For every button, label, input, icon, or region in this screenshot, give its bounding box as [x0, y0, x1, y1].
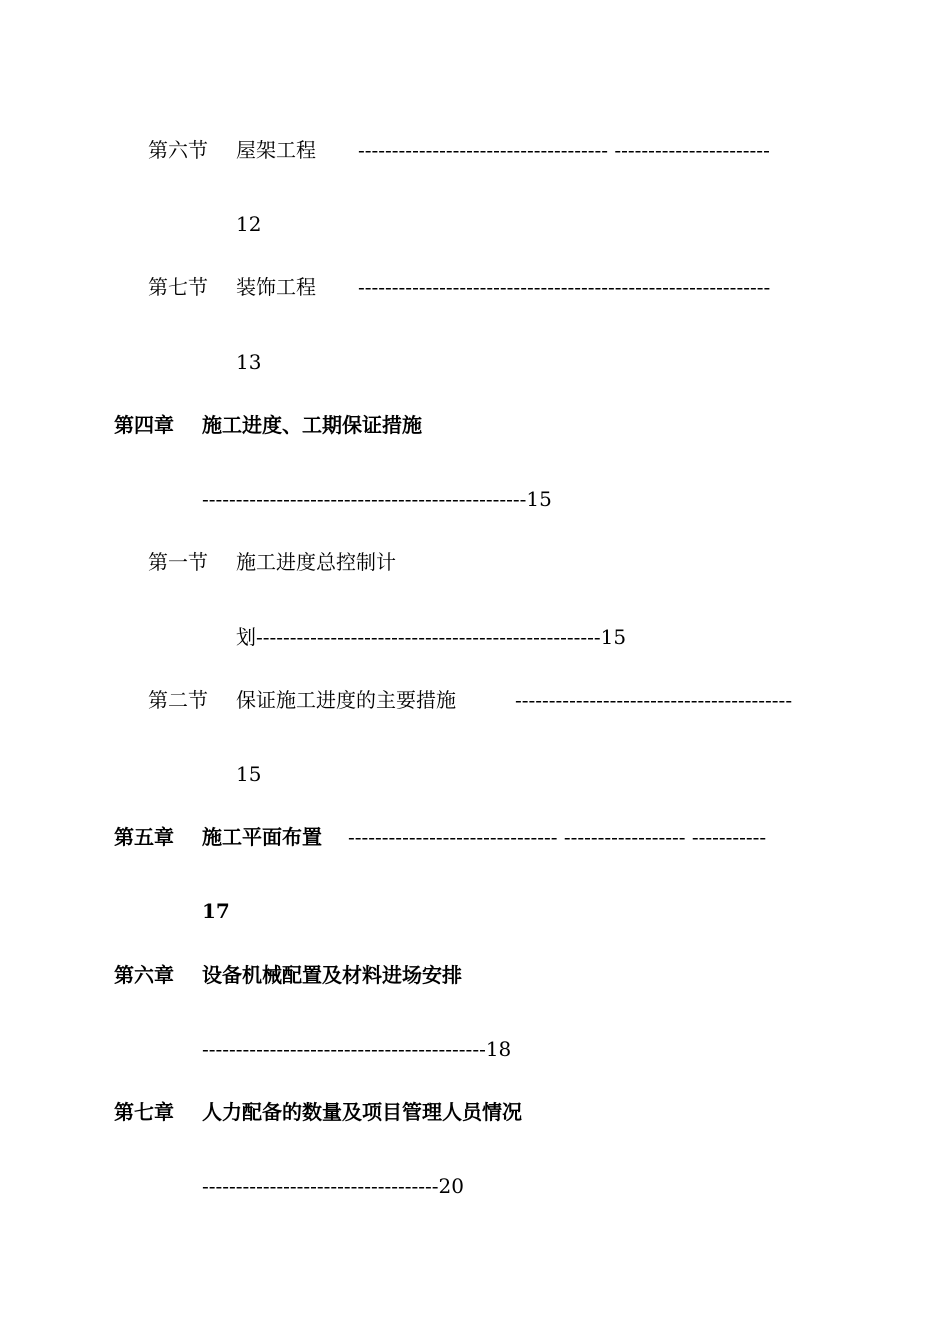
section-number: 第七节 — [148, 275, 208, 299]
chapter-number: 第七章 — [114, 1100, 174, 1124]
toc-leader: ------------------------------------------------------------- — [358, 275, 771, 299]
toc-leader: ----------------------------------------- — [515, 688, 793, 712]
chapter-title: 设备机械配置及材料进场安排 — [202, 963, 462, 987]
toc-leader-line — [236, 625, 626, 649]
toc-leader: ------------------------------------------ — [202, 1037, 486, 1061]
toc-leader: ----------------------------------- — [202, 1174, 439, 1198]
toc-page-number: 15 — [600, 625, 627, 649]
toc-leader-line — [202, 1037, 511, 1061]
section-title: 施工进度总控制计 — [236, 550, 396, 574]
toc-leader-line — [202, 1174, 464, 1198]
chapter-number: 第六章 — [114, 963, 174, 987]
toc-page-number: 12 — [236, 212, 262, 236]
section-title: 装饰工程 — [236, 275, 316, 299]
toc-page-number: 20 — [438, 1174, 464, 1198]
toc-page-number: 18 — [485, 1037, 512, 1061]
chapter-number: 第五章 — [114, 825, 174, 849]
toc-leader: ------------------------------------- ----------------------- — [358, 138, 770, 162]
toc-leader: --------------------------------------------------- — [256, 625, 601, 649]
chapter-title: 施工平面布置 — [202, 825, 322, 849]
toc-leader: ------------------------------------------------ — [202, 487, 527, 511]
toc-page-number: 15 — [236, 762, 262, 786]
chapter-title: 施工进度、工期保证措施 — [202, 413, 422, 437]
toc-page-number: 13 — [236, 350, 262, 374]
toc-leader-line — [202, 487, 552, 511]
section-title: 屋架工程 — [236, 138, 316, 162]
section-number: 第六节 — [148, 138, 208, 162]
chapter-number: 第四章 — [114, 413, 174, 437]
chapter-title: 人力配备的数量及项目管理人员情况 — [202, 1100, 522, 1124]
toc-page-number: 15 — [526, 487, 552, 511]
toc-page-number: 17 — [202, 899, 230, 923]
section-number: 第一节 — [148, 550, 208, 574]
toc-leader: ------------------------------- ------------------ ----------- — [348, 825, 767, 849]
section-title: 保证施工进度的主要措施 — [236, 688, 456, 712]
section-number: 第二节 — [148, 688, 208, 712]
section-title-continuation: 划 — [236, 625, 256, 649]
